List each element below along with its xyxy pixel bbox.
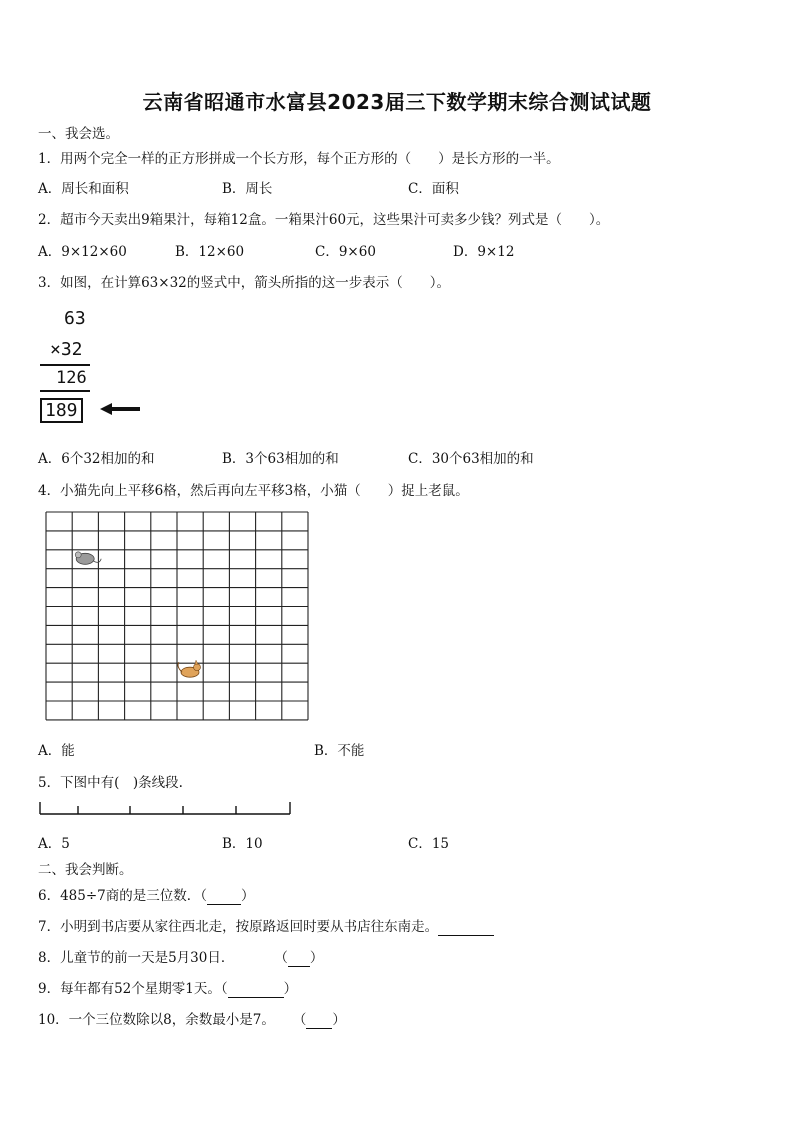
question-8-text: 8．儿童节的前一天是5月30日． (38, 950, 235, 966)
partial-product-2: 189 (40, 398, 83, 423)
q5-option-a[interactable]: A．5 (38, 836, 70, 852)
q2-option-a[interactable]: A．9×12×60 (38, 244, 127, 260)
question-10-close: ） (332, 1012, 346, 1028)
answer-blank-8[interactable] (288, 950, 310, 967)
grid-figure (45, 511, 310, 721)
arrow-left-icon (100, 402, 142, 416)
question-8-open: （ (274, 950, 288, 966)
answer-blank-6[interactable] (207, 888, 241, 905)
question-9-text: 9．每年都有52个星期零1天。（ (38, 981, 228, 997)
question-8-close: ） (309, 950, 324, 966)
question-10 (38, 1008, 346, 1029)
q3-option-c[interactable]: C．30个63相加的和 (408, 451, 534, 467)
q2-option-c[interactable]: C．9×60 (315, 244, 376, 260)
question-2: 2．超市今天卖出9箱果汁，每箱12盒。一箱果汁60元，这些果汁可卖多少钱？列式是（ ）。 (38, 212, 610, 228)
vertical-multiplication-figure (38, 306, 148, 430)
question-9-close: ） (283, 981, 298, 997)
q1-option-b[interactable]: B．周长 (222, 181, 273, 197)
question-7 (38, 915, 494, 936)
answer-blank-7[interactable] (438, 919, 494, 936)
question-9 (38, 977, 297, 998)
question-4: 4．小猫先向上平移6格，然后再向左平移3格，小猫（ ）捉上老鼠。 (38, 483, 469, 499)
multiplicand: 63 (64, 308, 86, 329)
q5-option-c[interactable]: C．15 (408, 836, 450, 852)
q4-option-a[interactable]: A．能 (38, 743, 75, 759)
sum-line (40, 364, 90, 366)
q1-option-c[interactable]: C．面积 (408, 181, 459, 197)
q3-option-a[interactable]: A．6个32相加的和 (38, 451, 155, 467)
section-heading-2: 二、我会判断。 (38, 862, 133, 878)
q3-option-b[interactable]: B．3个63相加的和 (222, 451, 339, 467)
partial-line (40, 390, 90, 392)
answer-blank-10[interactable] (306, 1012, 332, 1029)
q2-option-b[interactable]: B．12×60 (175, 244, 245, 260)
question-6-text: 6．485÷7商的是三位数．（ (38, 888, 208, 904)
section-heading-1: 一、我会选。 (38, 126, 119, 142)
question-5: 5．下图中有( )条线段. (38, 775, 183, 791)
question-7-text: 7．小明到书店要从家往西北走，按原路返回时要从书店往东南走。 (38, 919, 439, 935)
question-6 (38, 884, 255, 905)
q1-option-a[interactable]: A．周长和面积 (38, 181, 129, 197)
line-segment-figure (38, 800, 294, 820)
answer-blank-9[interactable] (228, 981, 284, 998)
q4-option-b[interactable]: B．不能 (314, 743, 365, 759)
multiplier: ×32 (50, 339, 83, 360)
question-6-close: ） (241, 888, 255, 904)
q5-option-b[interactable]: B．10 (222, 836, 263, 852)
question-10-open: （ (292, 1012, 307, 1028)
question-3: 3．如图，在计算63×32的竖式中，箭头所指的这一步表示（ ）。 (38, 275, 451, 291)
mouse-icon (75, 552, 101, 565)
q2-option-d[interactable]: D．9×12 (453, 244, 515, 260)
question-8 (38, 946, 323, 967)
question-1: 1．用两个完全一样的正方形拼成一个长方形，每个正方形的（ ）是长方形的一半。 (38, 151, 560, 167)
page-title: 云南省昭通市水富县2023届三下数学期末综合测试试题 (142, 90, 652, 114)
question-10-text: 10．一个三位数除以8，余数最小是7。 (38, 1012, 275, 1028)
partial-product-1: 126 (56, 368, 87, 388)
